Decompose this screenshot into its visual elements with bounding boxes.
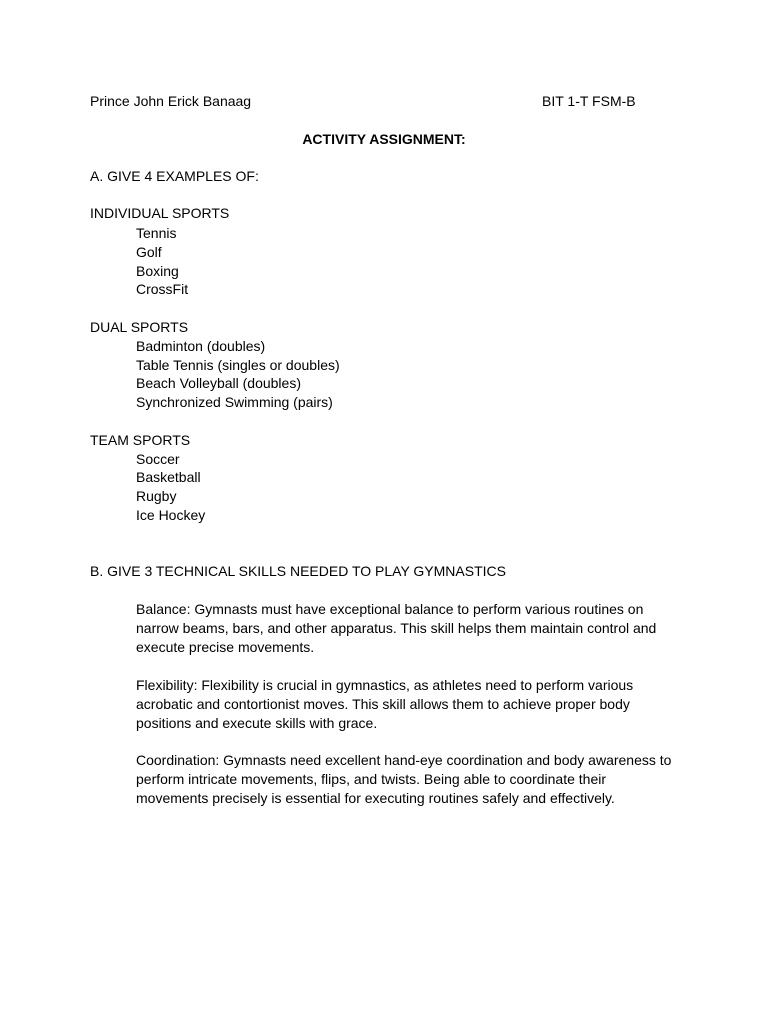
- list-item: Rugby: [136, 488, 177, 504]
- list-item: Soccer: [136, 451, 180, 467]
- list-item: Boxing: [136, 263, 179, 279]
- list-item: Tennis: [136, 225, 177, 241]
- list-item: Basketball: [136, 469, 201, 485]
- list-item: Synchronized Swimming (pairs): [136, 394, 333, 410]
- list-item: Table Tennis (singles or doubles): [136, 357, 340, 373]
- group-heading-individual-sports: INDIVIDUAL SPORTS: [90, 205, 230, 221]
- list-item: CrossFit: [136, 281, 189, 297]
- list-item: Golf: [136, 244, 162, 260]
- skill-paragraph-balance: Balance: Gymnasts must have exceptional balance to perform various routines on narrow beams, bars, and other apparatus. This skill helps them maintain control and execute precise movements.: [136, 601, 657, 655]
- list-item: Ice Hockey: [136, 507, 206, 523]
- document-title: ACTIVITY ASSIGNMENT:: [302, 131, 466, 147]
- skill-paragraph-coordination: Coordination: Gymnasts need excellent hand-eye coordination and body awareness to perform intricate movements, flips, and twists. Being able to coordinate their movements precisely is essential for executing routines safely and effectively.: [136, 752, 672, 806]
- group-heading-dual-sports: DUAL SPORTS: [90, 319, 189, 335]
- student-name: Prince John Erick Banaag: [90, 93, 252, 109]
- list-item: Beach Volleyball (doubles): [136, 375, 301, 391]
- part-b-heading: B. GIVE 3 TECHNICAL SKILLS NEEDED TO PLAY GYMNASTICS: [90, 563, 506, 579]
- class-section: BIT 1-T FSM-B: [542, 93, 636, 109]
- part-a-heading: A. GIVE 4 EXAMPLES OF:: [90, 168, 259, 184]
- list-item: Badminton (doubles): [136, 338, 266, 354]
- group-heading-team-sports: TEAM SPORTS: [90, 432, 191, 448]
- skill-paragraph-flexibility: Flexibility: Flexibility is crucial in gymnastics, as athletes need to perform various acrobatic and contortionist moves. This skill allows them to achieve proper body positions and execute skills with grace.: [136, 677, 634, 731]
